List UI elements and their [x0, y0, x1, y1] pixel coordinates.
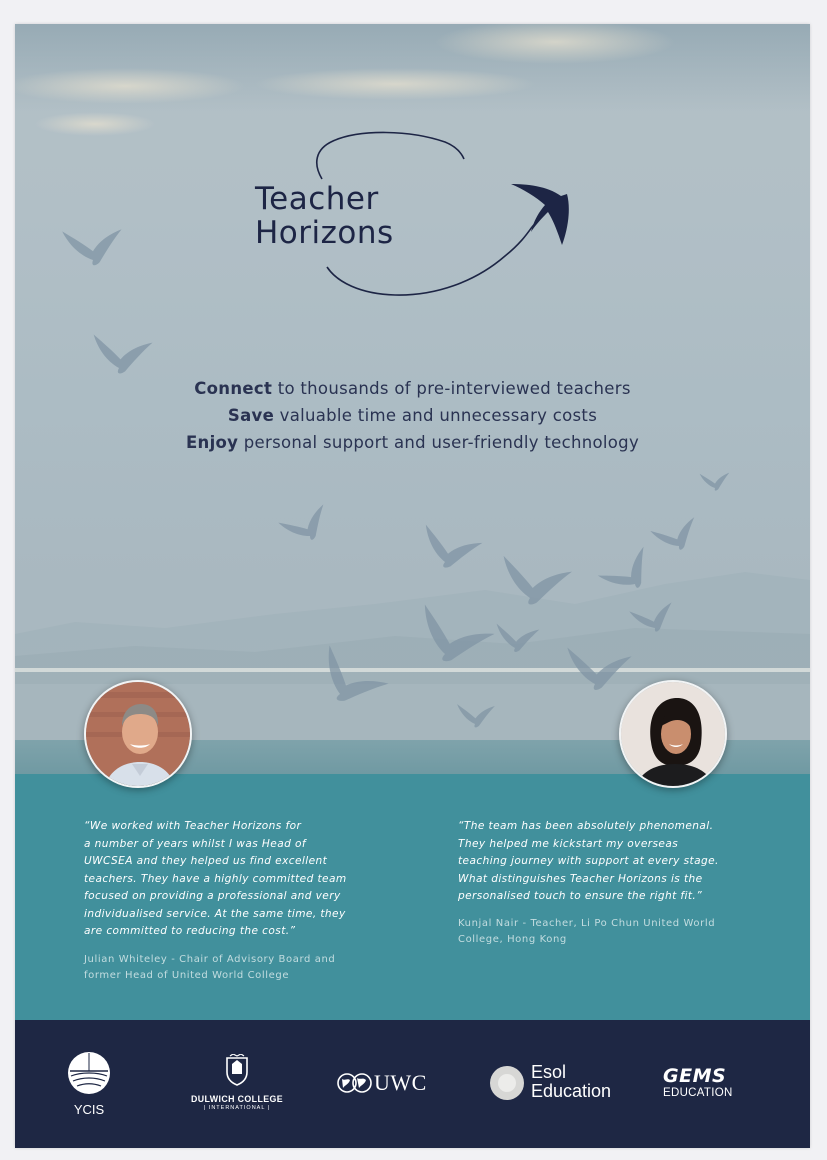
- tagline-keyword: Save: [227, 406, 275, 425]
- ycis-logo: [65, 1050, 113, 1120]
- tagline-connect: [15, 379, 810, 398]
- portrait-woman: [621, 682, 727, 788]
- attribution-line: former Head of United World College: [84, 970, 290, 981]
- brand-name-line1: Teacher: [255, 181, 379, 217]
- testimonial-attribution-2: [458, 916, 778, 948]
- gems-label: GEMS: [663, 1065, 727, 1087]
- testimonial-quote-1: [84, 818, 384, 941]
- quote-line: “The team has been absolutely phenomenal.: [458, 820, 714, 832]
- dulwich-college-logo: [187, 1054, 287, 1118]
- poster: [15, 24, 810, 1148]
- swallow-silhouette: [414, 523, 482, 577]
- esol-label: Esol: [531, 1062, 567, 1082]
- tagline-text: to thousands of pre-interviewed teachers: [272, 379, 631, 398]
- brand-logo: [15, 24, 810, 324]
- tagline-keyword: Enjoy: [185, 433, 239, 452]
- swallow-silhouette: [278, 504, 334, 548]
- uwc-logo: [337, 1070, 437, 1096]
- quote-line: are committed to reducing the cost.”: [84, 925, 296, 937]
- avatar-kunjal-nair: [619, 680, 727, 788]
- testimonial-attribution-1: [84, 952, 384, 984]
- ycis-emblem-icon: [65, 1050, 113, 1096]
- dulwich-crest-icon: [224, 1054, 250, 1086]
- testimonial-quote-2: [458, 818, 778, 906]
- tagline-text: valuable time and unnecessary costs: [274, 406, 598, 425]
- dulwich-label: DULWICH COLLEGE: [190, 1094, 283, 1104]
- quote-line: What distinguishes Teacher Horizons is the: [458, 872, 703, 885]
- swallow-silhouette: [650, 517, 702, 556]
- swallow-silhouette: [700, 473, 730, 491]
- quote-line: teachers. They have a highly committed team: [84, 872, 347, 885]
- quote-line: a number of years whilst I was Head of: [84, 837, 306, 850]
- quote-line: UWCSEA and they helped us find excellent: [84, 855, 328, 867]
- esol-education-logo: [489, 1064, 629, 1104]
- uwc-label: UWC: [374, 1070, 427, 1095]
- attribution-line: Julian Whiteley - Chair of Advisory Board and: [84, 954, 336, 965]
- quote-line: “We worked with Teacher Horizons for: [84, 820, 302, 832]
- tagline-enjoy: [15, 433, 810, 452]
- uwc-globes-icon: [337, 1072, 373, 1094]
- quote-line: individualised service. At the same time, they: [84, 907, 346, 920]
- gems-education-logo: [663, 1066, 739, 1106]
- quote-line: They helped me kickstart my overseas: [458, 837, 679, 850]
- brand-name-line2: Horizons: [255, 215, 394, 251]
- attribution-line: Kunjal Nair - Teacher, Li Po Chun United World: [458, 918, 716, 929]
- tagline-save: [15, 406, 810, 425]
- logo-arc-top: [317, 132, 464, 179]
- ycis-label: YCIS: [73, 1102, 105, 1117]
- dulwich-sub-label: | INTERNATIONAL |: [203, 1105, 271, 1111]
- avatar-julian-whiteley: [84, 680, 192, 788]
- tagline-text: personal support and user-friendly technology: [238, 433, 640, 452]
- esol-disc-icon: [489, 1065, 525, 1101]
- attribution-line: College, Hong Kong: [458, 934, 567, 945]
- quote-line: teaching journey with support at every stage.: [458, 855, 719, 867]
- swallow-silhouette: [88, 332, 153, 378]
- swallow-logo-icon: [511, 184, 569, 245]
- esol-sub-label: Education: [531, 1081, 612, 1101]
- quote-line: focused on providing a professional and very: [84, 890, 341, 902]
- tagline-keyword: Connect: [194, 379, 273, 398]
- horizon-glint: [15, 668, 810, 672]
- quote-line: personalised touch to ensure the right fit.”: [458, 890, 703, 902]
- gems-sub-label: EDUCATION: [663, 1087, 733, 1099]
- portrait-man: [86, 682, 192, 788]
